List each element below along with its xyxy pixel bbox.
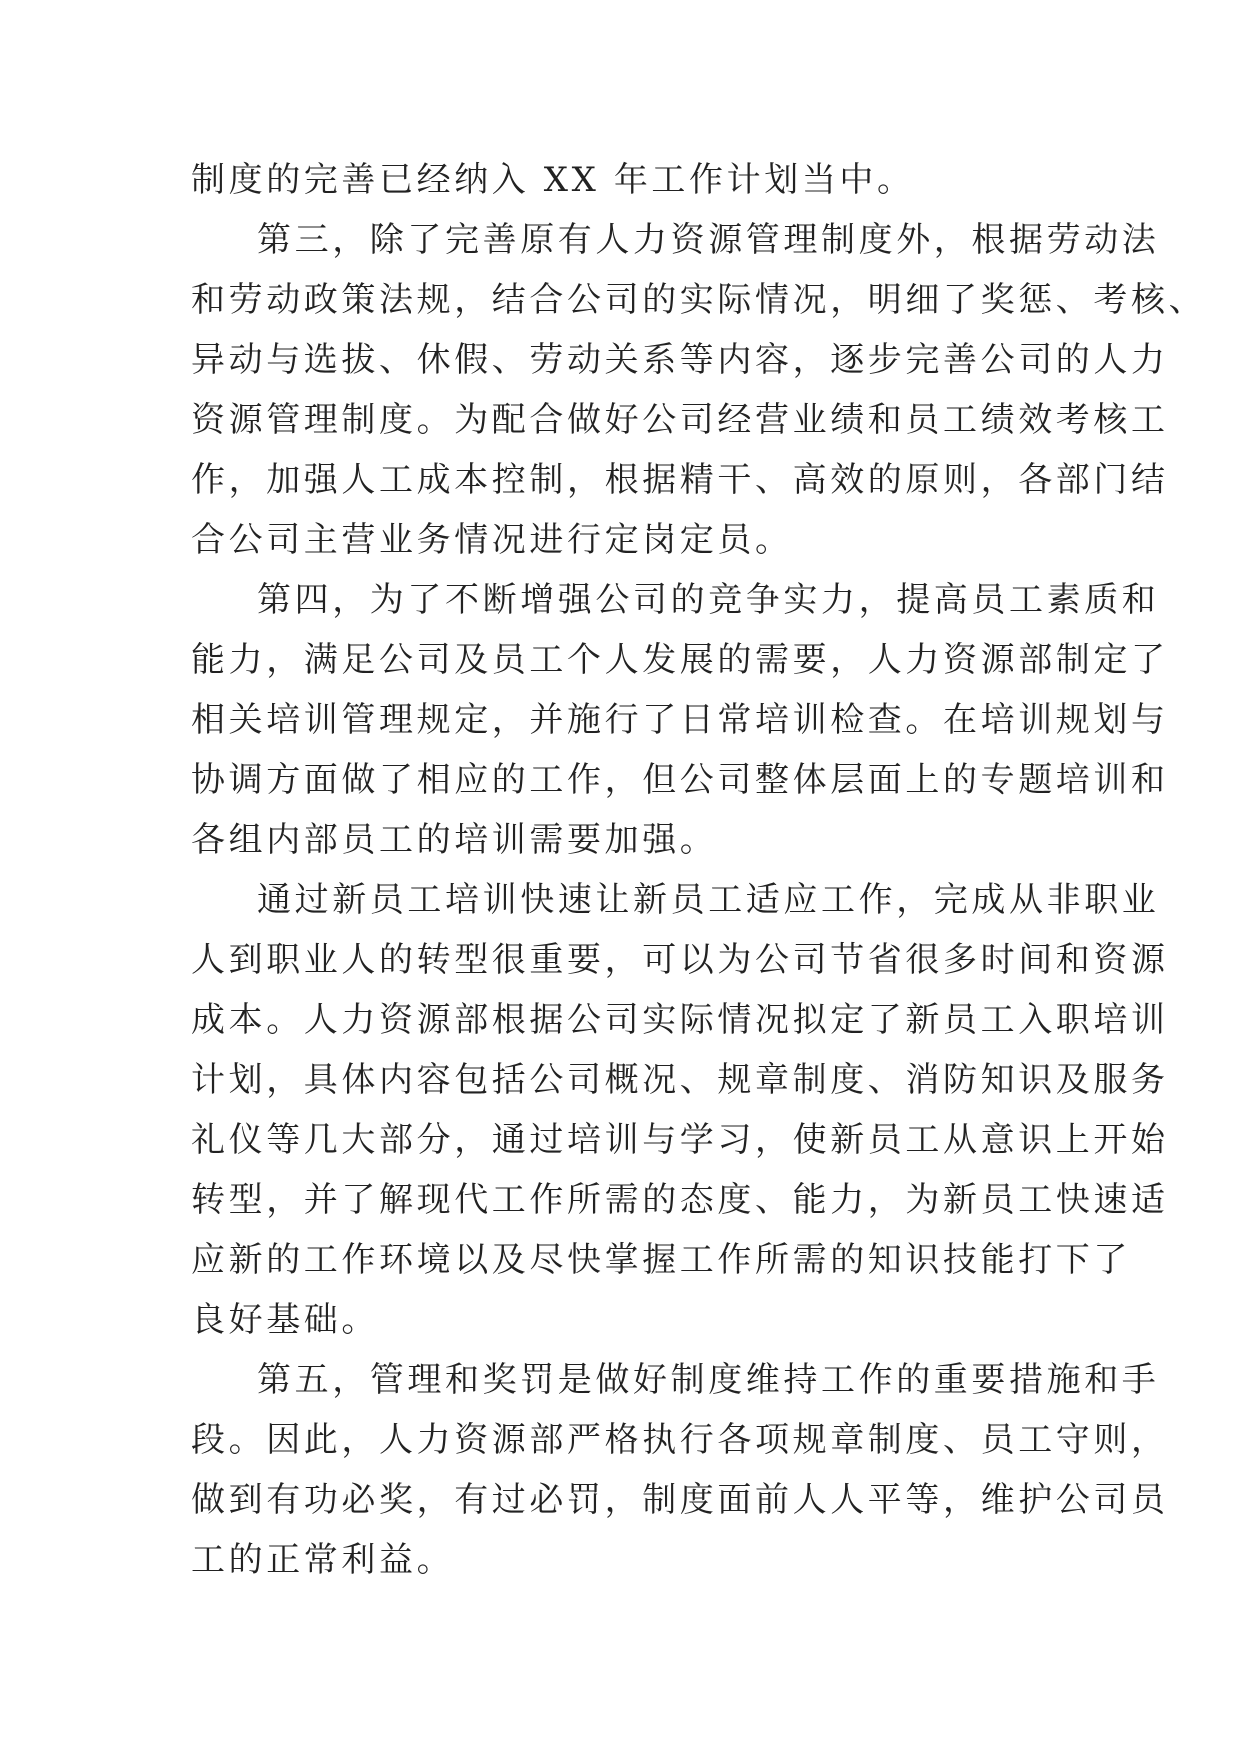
text-line: 工的正常利益。 <box>191 1540 455 1580</box>
text-line: 应新的工作环境以及尽快掌握工作所需的知识技能打下了 <box>191 1240 1131 1280</box>
text-line: 和劳动政策法规，结合公司的实际情况，明细了奖惩、考核、 <box>191 280 1207 320</box>
text-line: 能力，满足公司及员工个人发展的需要，人力资源部制定了 <box>191 640 1169 680</box>
text-line: 作，加强人工成本控制，根据精干、高效的原则，各部门结 <box>191 460 1169 500</box>
text-line: 异动与选拔、休假、劳动关系等内容，逐步完善公司的人力 <box>191 340 1169 380</box>
text-line: 第四，为了不断增强公司的竞争实力，提高员工素质和 <box>257 580 1160 620</box>
text-line: 资源管理制度。为配合做好公司经营业绩和员工绩效考核工 <box>191 400 1169 440</box>
text-line: 制度的完善已经纳入 XX 年工作计划当中。 <box>191 160 915 200</box>
text-line: 成本。人力资源部根据公司实际情况拟定了新员工入职培训 <box>191 1000 1169 1040</box>
text-line: 第五，管理和奖罚是做好制度维持工作的重要措施和手 <box>257 1360 1160 1400</box>
text-line: 人到职业人的转型很重要，可以为公司节省很多时间和资源 <box>191 940 1169 980</box>
text-line: 良好基础。 <box>191 1300 379 1340</box>
body-text <box>191 150 1207 1590</box>
text-line: 相关培训管理规定，并施行了日常培训检查。在培训规划与 <box>191 700 1169 740</box>
text-line: 做到有功必奖，有过必罚，制度面前人人平等，维护公司员 <box>191 1480 1169 1520</box>
text-line: 计划，具体内容包括公司概况、规章制度、消防知识及服务 <box>191 1060 1169 1100</box>
text-line: 礼仪等几大部分，通过培训与学习，使新员工从意识上开始 <box>191 1120 1169 1160</box>
text-line: 合公司主营业务情况进行定岗定员。 <box>191 520 793 560</box>
text-line: 通过新员工培训快速让新员工适应工作，完成从非职业 <box>257 880 1160 920</box>
text-line: 转型，并了解现代工作所需的态度、能力，为新员工快速适 <box>191 1180 1169 1220</box>
text-line: 第三，除了完善原有人力资源管理制度外，根据劳动法 <box>257 220 1160 260</box>
text-line: 各组内部员工的培训需要加强。 <box>191 820 718 860</box>
text-line: 协调方面做了相应的工作，但公司整体层面上的专题培训和 <box>191 760 1169 800</box>
text-line: 段。因此，人力资源部严格执行各项规章制度、员工守则， <box>191 1420 1169 1460</box>
